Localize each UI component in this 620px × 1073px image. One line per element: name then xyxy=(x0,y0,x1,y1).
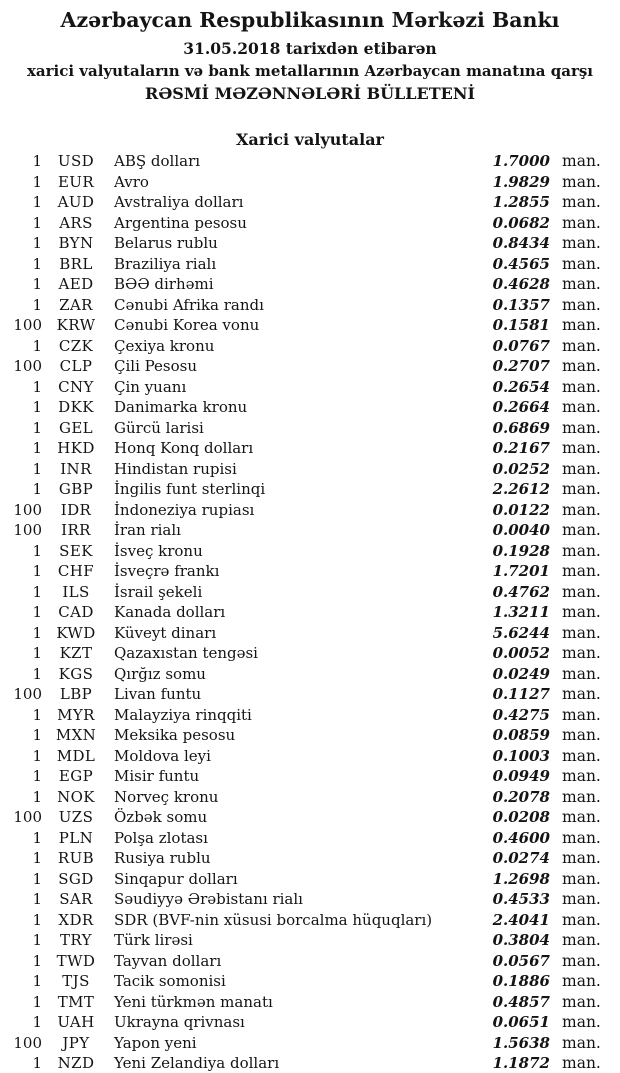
currency-quantity: 100 xyxy=(13,1033,42,1052)
currency-code: TMT xyxy=(57,992,95,1011)
currency-code: MDL xyxy=(56,746,96,765)
currency-name: İsveçrə frankı xyxy=(114,562,220,580)
currency-quantity: 1 xyxy=(32,213,42,232)
currency-unit: man. xyxy=(562,500,601,519)
currency-rate: 1.7000 xyxy=(492,152,550,170)
currency-code: GEL xyxy=(58,418,94,437)
currency-unit: man. xyxy=(562,787,601,806)
currency-rate: 0.0682 xyxy=(492,213,550,232)
currency-unit: man. xyxy=(562,275,601,293)
currency-code: ILS xyxy=(62,582,90,601)
currency-rate: 0.0859 xyxy=(492,726,550,744)
table-row xyxy=(0,788,620,809)
currency-name: Moldova leyi xyxy=(114,746,211,765)
currency-quantity: 1 xyxy=(32,295,42,314)
currency-rate: 0.1357 xyxy=(492,295,550,314)
currency-rate: 0.0274 xyxy=(492,849,550,867)
currency-rate: 0.6869 xyxy=(492,418,550,437)
currency-name: Gürcü larisi xyxy=(114,418,204,437)
document-header xyxy=(0,0,620,105)
table-row xyxy=(0,993,620,1014)
bulletin-title: RƏSMİ MƏZƏNNƏLƏRİ BÜLLETENİ xyxy=(145,84,475,103)
effective-date-line: 31.05.2018 tarixdən etibarən xyxy=(183,39,437,58)
currency-name: Cənubi Korea vonu xyxy=(114,316,260,334)
currency-quantity: 1 xyxy=(32,418,42,437)
currency-quantity: 1 xyxy=(32,336,42,355)
currency-name: Braziliya rialı xyxy=(114,254,217,273)
currency-name: Malayziya rinqqiti xyxy=(114,705,252,724)
currency-code: TWD xyxy=(56,951,96,970)
currency-quantity: 100 xyxy=(13,316,42,334)
currency-code: CZK xyxy=(58,336,94,355)
currency-rate: 0.4600 xyxy=(492,828,550,847)
currency-unit: man. xyxy=(562,726,601,744)
currency-code: IRR xyxy=(61,521,91,539)
rates-table xyxy=(0,152,620,1073)
currency-code: LBP xyxy=(59,685,93,703)
currency-quantity: 1 xyxy=(32,869,42,888)
currency-unit: man. xyxy=(562,1013,601,1031)
currency-unit: man. xyxy=(562,951,601,970)
currency-unit: man. xyxy=(562,418,601,437)
currency-unit: man. xyxy=(562,336,601,355)
currency-code: USD xyxy=(57,152,95,170)
currency-rate: 1.2855 xyxy=(492,193,550,211)
currency-code: RUB xyxy=(57,849,95,867)
currency-unit: man. xyxy=(562,295,601,314)
currency-name: Tacik somonisi xyxy=(114,972,226,990)
currency-rate: 1.7201 xyxy=(492,562,550,580)
currency-rate: 0.0249 xyxy=(492,664,550,683)
currency-rate: 0.0122 xyxy=(492,500,550,519)
table-row xyxy=(0,665,620,686)
currency-unit: man. xyxy=(562,767,601,785)
currency-rate: 0.0252 xyxy=(492,459,550,478)
currency-name: Yapon yeni xyxy=(114,1033,197,1052)
currency-name: Meksika pesosu xyxy=(114,726,236,744)
currency-name: Rusiya rublu xyxy=(114,849,211,867)
currency-rate: 0.2078 xyxy=(492,787,550,806)
table-row xyxy=(0,173,620,194)
currency-unit: man. xyxy=(562,705,601,724)
table-row xyxy=(0,972,620,993)
currency-unit: man. xyxy=(562,931,601,949)
currency-unit: man. xyxy=(562,459,601,478)
table-row xyxy=(0,562,620,583)
bulletin-subtitle: xarici valyutaların və bank metallarının Azərbaycan manatına qarşı xyxy=(26,62,594,80)
currency-rate: 0.4628 xyxy=(492,275,550,293)
table-row xyxy=(0,849,620,870)
currency-quantity: 1 xyxy=(32,1054,42,1072)
currency-quantity: 1 xyxy=(32,377,42,396)
currency-quantity: 1 xyxy=(32,705,42,724)
table-row xyxy=(0,542,620,563)
currency-unit: man. xyxy=(562,234,601,252)
currency-rate: 1.1872 xyxy=(492,1054,550,1072)
currency-code: XDR xyxy=(58,910,94,929)
currency-name: BƏƏ dirhəmi xyxy=(114,275,214,293)
currency-code: CLP xyxy=(59,357,93,375)
currency-rate: 0.4533 xyxy=(492,890,550,908)
currency-code: KGS xyxy=(58,664,94,683)
currency-code: TRY xyxy=(60,931,92,949)
currency-unit: man. xyxy=(562,685,601,703)
currency-name: Kanada dolları xyxy=(114,603,226,621)
currency-rate: 0.4762 xyxy=(492,582,550,601)
currency-unit: man. xyxy=(562,152,601,170)
currency-quantity: 1 xyxy=(32,767,42,785)
currency-rate: 1.2698 xyxy=(492,869,550,888)
currency-code: KZT xyxy=(59,644,93,662)
currency-unit: man. xyxy=(562,808,601,826)
currency-unit: man. xyxy=(562,1054,601,1072)
currency-name: Livan funtu xyxy=(114,685,202,703)
table-row xyxy=(0,747,620,768)
currency-name: Avro xyxy=(114,172,149,191)
currency-quantity: 1 xyxy=(32,992,42,1011)
currency-name: Honq Konq dolları xyxy=(114,439,254,457)
currency-rate: 5.6244 xyxy=(492,623,550,642)
table-row xyxy=(0,234,620,255)
currency-code: SAR xyxy=(59,890,93,908)
table-row xyxy=(0,275,620,296)
currency-unit: man. xyxy=(562,582,601,601)
currency-code: BRL xyxy=(59,254,93,273)
currency-quantity: 100 xyxy=(13,685,42,703)
table-row xyxy=(0,501,620,522)
table-row xyxy=(0,829,620,850)
table-row xyxy=(0,316,620,337)
currency-rate: 0.2654 xyxy=(492,377,550,396)
table-row xyxy=(0,767,620,788)
currency-rate: 0.1127 xyxy=(492,685,550,703)
currency-quantity: 1 xyxy=(32,910,42,929)
currency-rate: 0.0651 xyxy=(492,1013,550,1031)
currency-rate: 1.3211 xyxy=(492,603,550,621)
currency-unit: man. xyxy=(562,562,601,580)
currency-code: MYR xyxy=(57,705,95,724)
currency-quantity: 1 xyxy=(32,726,42,744)
currency-unit: man. xyxy=(562,1033,601,1052)
currency-name: Belarus rublu xyxy=(114,234,218,252)
currency-quantity: 1 xyxy=(32,193,42,211)
currency-code: MXN xyxy=(55,726,97,744)
currency-code: ZAR xyxy=(59,295,93,314)
currency-unit: man. xyxy=(562,377,601,396)
currency-rate: 0.1928 xyxy=(492,541,550,560)
currency-quantity: 1 xyxy=(32,562,42,580)
table-row xyxy=(0,583,620,604)
section-title-foreign-currencies: Xarici valyutalar xyxy=(236,130,384,149)
currency-code: ARS xyxy=(59,213,93,232)
currency-rate: 0.0767 xyxy=(492,336,550,355)
table-row xyxy=(0,890,620,911)
currency-name: Yeni türkmən manatı xyxy=(114,992,273,1011)
table-row xyxy=(0,644,620,665)
table-row xyxy=(0,378,620,399)
currency-code: SGD xyxy=(58,869,94,888)
currency-name: Çexiya kronu xyxy=(114,336,215,355)
currency-name: Ukrayna qrivnası xyxy=(114,1013,245,1031)
table-row xyxy=(0,685,620,706)
currency-name: Səudiyyə Ərəbistanı rialı xyxy=(114,890,303,908)
currency-quantity: 1 xyxy=(32,644,42,662)
currency-rate: 0.0052 xyxy=(492,644,550,662)
currency-rate: 0.8434 xyxy=(492,234,550,252)
table-row xyxy=(0,296,620,317)
currency-name: Danimarka kronu xyxy=(114,398,248,416)
currency-code: EUR xyxy=(57,172,95,191)
table-row xyxy=(0,152,620,173)
table-row xyxy=(0,214,620,235)
currency-name: Çin yuanı xyxy=(114,377,187,396)
currency-rate: 1.5638 xyxy=(492,1033,550,1052)
table-row xyxy=(0,460,620,481)
currency-name: Qırğız somu xyxy=(114,664,206,683)
currency-quantity: 1 xyxy=(32,931,42,949)
table-row xyxy=(0,931,620,952)
currency-quantity: 1 xyxy=(32,439,42,457)
table-row xyxy=(0,419,620,440)
currency-unit: man. xyxy=(562,541,601,560)
currency-code: AUD xyxy=(57,193,95,211)
currency-name: Yeni Zelandiya dolları xyxy=(114,1054,280,1072)
currency-name: İsrail şekeli xyxy=(114,582,203,601)
currency-quantity: 100 xyxy=(13,521,42,539)
currency-unit: man. xyxy=(562,193,601,211)
currency-quantity: 1 xyxy=(32,1013,42,1031)
currency-rate: 0.2707 xyxy=(492,357,550,375)
currency-unit: man. xyxy=(562,439,601,457)
currency-unit: man. xyxy=(562,910,601,929)
currency-unit: man. xyxy=(562,603,601,621)
currency-quantity: 1 xyxy=(32,398,42,416)
table-row xyxy=(0,357,620,378)
currency-quantity: 1 xyxy=(32,623,42,642)
currency-unit: man. xyxy=(562,623,601,642)
table-row xyxy=(0,439,620,460)
currency-unit: man. xyxy=(562,398,601,416)
currency-rate: 0.1886 xyxy=(492,972,550,990)
currency-code: AED xyxy=(58,275,94,293)
currency-unit: man. xyxy=(562,316,601,334)
currency-quantity: 1 xyxy=(32,890,42,908)
currency-code: DKK xyxy=(58,398,94,416)
table-row xyxy=(0,1013,620,1034)
currency-quantity: 1 xyxy=(32,972,42,990)
currency-rate: 2.4041 xyxy=(492,910,550,929)
currency-name: Avstraliya dolları xyxy=(114,193,244,211)
currency-rate: 0.0567 xyxy=(492,951,550,970)
currency-rate: 0.1581 xyxy=(492,316,550,334)
currency-unit: man. xyxy=(562,664,601,683)
table-row xyxy=(0,603,620,624)
currency-quantity: 1 xyxy=(32,459,42,478)
currency-rate: 0.0949 xyxy=(492,767,550,785)
currency-code: KWD xyxy=(56,623,96,642)
currency-code: EGP xyxy=(58,767,94,785)
currency-code: CHF xyxy=(57,562,95,580)
currency-name: Norveç kronu xyxy=(114,787,219,806)
currency-code: GBP xyxy=(58,480,94,498)
currency-name: Özbək somu xyxy=(114,808,208,826)
currency-unit: man. xyxy=(562,992,601,1011)
currency-name: Tayvan dolları xyxy=(114,951,222,970)
currency-quantity: 1 xyxy=(32,275,42,293)
table-row xyxy=(0,870,620,891)
currency-rate: 0.3804 xyxy=(492,931,550,949)
currency-unit: man. xyxy=(562,357,601,375)
currency-code: UZS xyxy=(58,808,94,826)
currency-code: JPY xyxy=(62,1033,90,1052)
currency-code: BYN xyxy=(58,234,94,252)
currency-rate: 2.2612 xyxy=(492,480,550,498)
currency-name: Argentina pesosu xyxy=(114,213,247,232)
currency-quantity: 1 xyxy=(32,254,42,273)
currency-quantity: 1 xyxy=(32,849,42,867)
currency-unit: man. xyxy=(562,480,601,498)
currency-quantity: 1 xyxy=(32,480,42,498)
table-row xyxy=(0,706,620,727)
table-row xyxy=(0,480,620,501)
currency-quantity: 1 xyxy=(32,582,42,601)
currency-rate: 0.2664 xyxy=(492,398,550,416)
currency-code: TJS xyxy=(62,972,90,990)
table-row xyxy=(0,255,620,276)
currency-name: İngilis funt sterlinqi xyxy=(114,480,266,498)
currency-unit: man. xyxy=(562,644,601,662)
currency-name: Sinqapur dolları xyxy=(114,869,238,888)
currency-code: NOK xyxy=(57,787,95,806)
currency-rate: 0.2167 xyxy=(492,439,550,457)
currency-unit: man. xyxy=(562,972,601,990)
currency-unit: man. xyxy=(562,849,601,867)
currency-unit: man. xyxy=(562,213,601,232)
table-row xyxy=(0,1034,620,1055)
currency-unit: man. xyxy=(562,521,601,539)
currency-name: Küveyt dinarı xyxy=(114,623,217,642)
currency-quantity: 1 xyxy=(32,172,42,191)
currency-code: UAH xyxy=(57,1013,95,1031)
table-row xyxy=(0,726,620,747)
currency-rate: 0.0208 xyxy=(492,808,550,826)
currency-rate: 0.4565 xyxy=(492,254,550,273)
table-row xyxy=(0,337,620,358)
currency-rate: 0.1003 xyxy=(492,746,550,765)
currency-unit: man. xyxy=(562,828,601,847)
currency-code: KRW xyxy=(56,316,96,334)
currency-quantity: 100 xyxy=(13,357,42,375)
currency-rate: 1.9829 xyxy=(492,172,550,191)
currency-quantity: 100 xyxy=(13,500,42,519)
currency-unit: man. xyxy=(562,172,601,191)
currency-code: CNY xyxy=(58,377,94,396)
currency-rate: 0.0040 xyxy=(492,521,550,539)
currency-quantity: 1 xyxy=(32,746,42,765)
currency-code: NZD xyxy=(57,1054,95,1072)
currency-name: Çili Pesosu xyxy=(114,357,198,375)
currency-unit: man. xyxy=(562,869,601,888)
table-row xyxy=(0,521,620,542)
currency-unit: man. xyxy=(562,746,601,765)
currency-quantity: 1 xyxy=(32,664,42,683)
table-row xyxy=(0,808,620,829)
currency-name: Cənubi Afrika randı xyxy=(114,295,264,314)
currency-rate: 0.4275 xyxy=(492,705,550,724)
currency-quantity: 1 xyxy=(32,828,42,847)
currency-quantity: 1 xyxy=(32,603,42,621)
currency-name: İndoneziya rupiası xyxy=(114,500,255,519)
currency-quantity: 1 xyxy=(32,234,42,252)
currency-code: CAD xyxy=(58,603,94,621)
currency-code: SEK xyxy=(59,541,93,560)
currency-quantity: 1 xyxy=(32,541,42,560)
table-row xyxy=(0,193,620,214)
currency-rate: 0.4857 xyxy=(492,992,550,1011)
table-row xyxy=(0,911,620,932)
table-row xyxy=(0,1054,620,1073)
currency-code: IDR xyxy=(60,500,92,519)
currency-code: PLN xyxy=(58,828,94,847)
currency-name: ABŞ dolları xyxy=(114,152,201,170)
currency-quantity: 1 xyxy=(32,152,42,170)
currency-name: Qazaxıstan tengəsi xyxy=(114,644,258,662)
currency-unit: man. xyxy=(562,890,601,908)
currency-name: Polşa zlotası xyxy=(114,828,208,847)
currency-quantity: 1 xyxy=(32,787,42,806)
currency-quantity: 1 xyxy=(32,951,42,970)
currency-name: Hindistan rupisi xyxy=(114,459,237,478)
currency-name: Misir funtu xyxy=(114,767,200,785)
currency-name: İsveç kronu xyxy=(114,541,203,560)
currency-name: Türk lirəsi xyxy=(114,931,193,949)
table-row xyxy=(0,952,620,973)
currency-code: INR xyxy=(60,459,92,478)
bank-name-title: Azərbaycan Respublikasının Mərkəzi Bankı xyxy=(60,8,560,32)
currency-unit: man. xyxy=(562,254,601,273)
table-row xyxy=(0,624,620,645)
currency-name: SDR (BVF-nin xüsusi borcalma hüquqları) xyxy=(114,910,433,929)
currency-quantity: 100 xyxy=(13,808,42,826)
currency-code: HKD xyxy=(57,439,95,457)
currency-name: İran rialı xyxy=(114,521,181,539)
table-row xyxy=(0,398,620,419)
